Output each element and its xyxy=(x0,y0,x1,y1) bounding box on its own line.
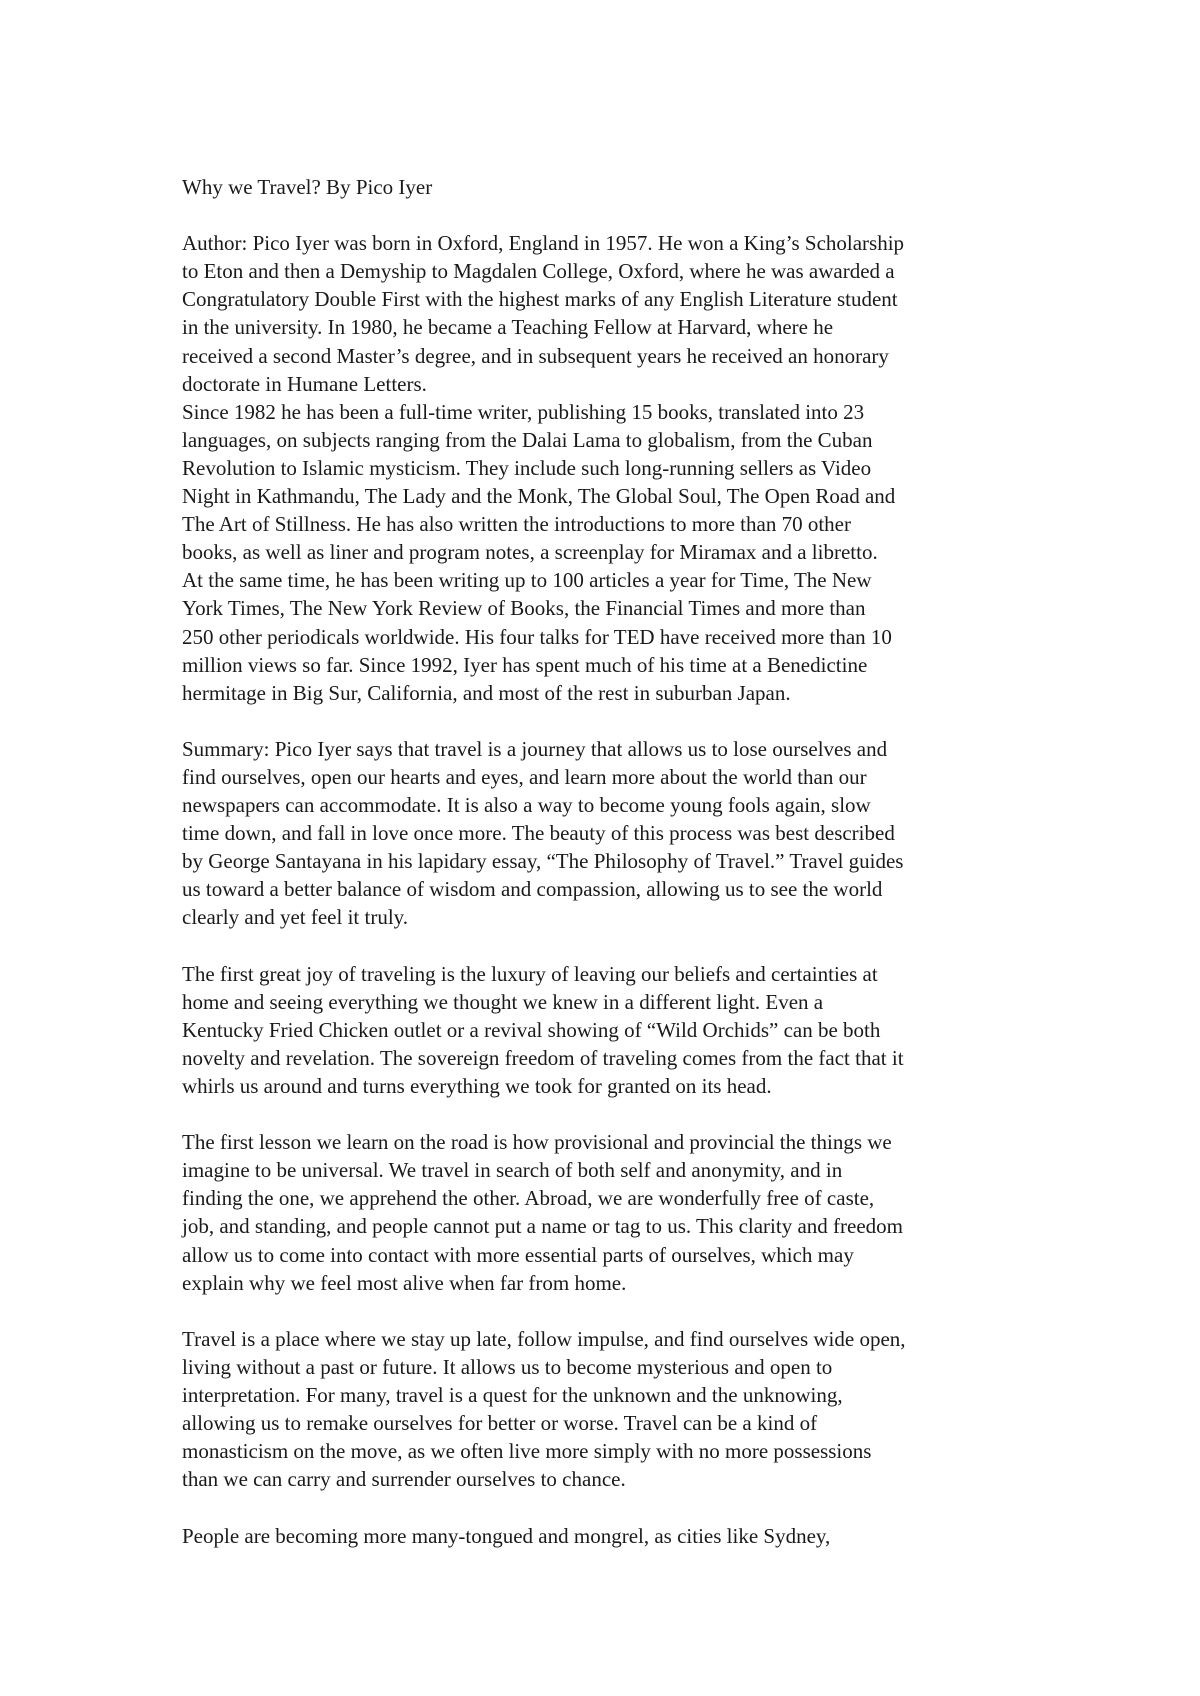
author-paragraph xyxy=(182,229,1042,707)
text-line: monasticism on the move, as we often live more simply with no more possessions xyxy=(182,1439,872,1464)
text-line: explain why we feel most alive when far from home. xyxy=(182,1270,627,1295)
text-line: novelty and revelation. The sovereign freedom of traveling comes from the fact that it xyxy=(182,1045,904,1070)
text-line: doctorate in Humane Letters. xyxy=(182,371,427,396)
text-line: Author: Pico Iyer was born in Oxford, England in 1957. He won a King’s Scholarship xyxy=(182,231,905,256)
text-line: languages, on subjects ranging from the Dalai Lama to globalism, from the Cuban xyxy=(182,427,873,452)
text-line: People are becoming more many-tongued and mongrel, as cities like Sydney, xyxy=(182,1523,831,1548)
text-line: us toward a better balance of wisdom and compassion, allowing us to see the world xyxy=(182,877,883,902)
text-line: million views so far. Since 1992, Iyer has spent much of his time at a Benedictine xyxy=(182,652,868,677)
text-line: allow us to come into contact with more essential parts of ourselves, which may xyxy=(182,1242,854,1267)
text-line: Summary: Pico Iyer says that travel is a journey that allows us to lose ourselves and xyxy=(182,736,888,761)
text-line: Kentucky Fried Chicken outlet or a revival showing of “Wild Orchids” can be both xyxy=(182,1017,881,1042)
paragraph-gap xyxy=(182,932,1042,960)
text-line: York Times, The New York Review of Books, the Financial Times and more than xyxy=(182,596,866,621)
text-line: books, as well as liner and program notes, a screenplay for Miramax and a libretto. xyxy=(182,540,878,565)
document-body xyxy=(182,173,1042,1550)
text-line: newspapers can accommodate. It is also a way to become young fools again, slow xyxy=(182,793,871,818)
document-title: Why we Travel? By Pico Iyer xyxy=(182,175,433,199)
text-line: The Art of Stillness. He has also written the introductions to more than 70 other xyxy=(182,512,851,537)
text-line: time down, and fall in love once more. The beauty of this process was best described xyxy=(182,821,895,846)
body-paragraph-people xyxy=(182,1522,1042,1550)
text-line: job, and standing, and people cannot put a name or tag to us. This clarity and freedom xyxy=(182,1214,904,1239)
text-line: 250 other periodicals worldwide. His four talks for TED have received more than 10 xyxy=(182,624,892,649)
body-paragraph-joy xyxy=(182,960,1042,1100)
text-line: to Eton and then a Demyship to Magdalen College, Oxford, where he was awarded a xyxy=(182,259,895,284)
paragraph-gap xyxy=(182,707,1042,735)
text-line: The first lesson we learn on the road is how provisional and provincial the things we xyxy=(182,1130,892,1155)
text-line: interpretation. For many, travel is a quest for the unknown and the unknowing, xyxy=(182,1383,843,1408)
text-line: in the university. In 1980, he became a Teaching Fellow at Harvard, where he xyxy=(182,315,834,340)
text-line: clearly and yet feel it truly. xyxy=(182,905,409,930)
paragraph-gap xyxy=(182,1493,1042,1521)
text-line: whirls us around and turns everything we took for granted on its head. xyxy=(182,1074,772,1098)
text-line: than we can carry and surrender ourselves to chance. xyxy=(182,1467,626,1492)
text-line: hermitage in Big Sur, California, and most of the rest in suburban Japan. xyxy=(182,680,791,705)
body-paragraph-lesson xyxy=(182,1128,1042,1297)
paragraph-gap xyxy=(182,1100,1042,1128)
paragraph-gap xyxy=(182,1297,1042,1325)
text-line: home and seeing everything we thought we knew in a different light. Even a xyxy=(182,989,824,1014)
text-line: The first great joy of traveling is the luxury of leaving our beliefs and certainties at xyxy=(182,961,878,986)
text-line: find ourselves, open our hearts and eyes, and learn more about the world than our xyxy=(182,764,867,789)
text-line: allowing us to remake ourselves for better or worse. Travel can be a kind of xyxy=(182,1411,818,1436)
text-line: Congratulatory Double First with the highest marks of any English Literature student xyxy=(182,287,898,312)
text-line: imagine to be universal. We travel in search of both self and anonymity, and in xyxy=(182,1158,843,1183)
text-line: Since 1982 he has been a full-time writer, publishing 15 books, translated into 23 xyxy=(182,399,865,424)
text-line: finding the one, we apprehend the other. Abroad, we are wonderfully free of caste, xyxy=(182,1186,875,1211)
text-line: Revolution to Islamic mysticism. They include such long-running sellers as Video xyxy=(182,455,872,480)
text-line: Night in Kathmandu, The Lady and the Monk, The Global Soul, The Open Road and xyxy=(182,484,896,509)
paragraph-gap xyxy=(182,201,1042,229)
text-line: At the same time, he has been writing up to 100 articles a year for Time, The New xyxy=(182,568,872,593)
text-line: living without a past or future. It allows us to become mysterious and open to xyxy=(182,1354,833,1379)
summary-paragraph xyxy=(182,735,1042,932)
text-line: by George Santayana in his lapidary essay, “The Philosophy of Travel.” Travel guides xyxy=(182,849,904,874)
text-line: Travel is a place where we stay up late, follow impulse, and find ourselves wide open, xyxy=(182,1326,906,1351)
body-paragraph-travel-place xyxy=(182,1325,1042,1494)
text-line: received a second Master’s degree, and in subsequent years he received an honorary xyxy=(182,343,889,368)
